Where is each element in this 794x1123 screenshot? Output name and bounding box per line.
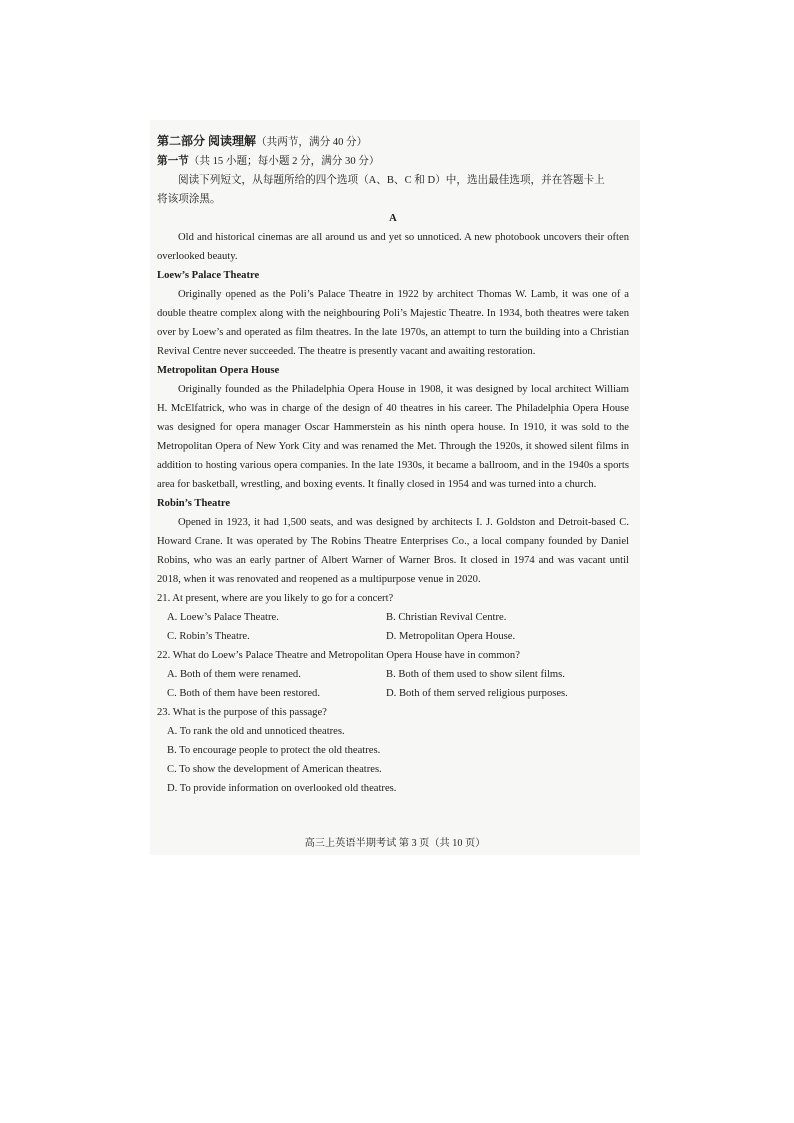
passage-letter: A	[389, 213, 397, 224]
question-23-option-c[interactable]: C. To show the development of American theatres.	[167, 764, 382, 775]
section-title-note: （共两节，满分 40 分）	[256, 137, 368, 148]
subsection-title: 第一节	[157, 156, 189, 167]
question-22-option-c[interactable]: C. Both of them have been restored.	[167, 688, 320, 699]
theatre-name-metropolitan: Metropolitan Opera House	[157, 365, 280, 376]
question-21-options-row-2	[157, 627, 629, 646]
theatre-text-robins: Opened in 1923, it had 1,500 seats, and was designed by architects I. J. Goldston and Detroit-based C. Howard Crane. It was operated by The Robins Theatre Enterprises Co., a local company founded by Daniel Robins, who was an early partner of Albert Warner of Warner Bros. It closed in 1974 and was vacant until 2018, when it was renovated and reopened as a multipurpose venue in 2020.	[157, 517, 629, 585]
question-21-option-a[interactable]: A. Loew’s Palace Theatre.	[167, 612, 279, 623]
theatre-name-robins: Robin’s Theatre	[157, 498, 231, 509]
question-22	[157, 646, 629, 703]
question-23-stem: 23. What is the purpose of this passage?	[157, 707, 327, 718]
question-21	[157, 589, 629, 646]
section-heading	[157, 132, 629, 152]
instructions-line-2: 将该项涂黑。	[157, 194, 221, 205]
question-23-option-a[interactable]: A. To rank the old and unnoticed theatres.	[167, 726, 345, 737]
question-22-option-b[interactable]: B. Both of them used to show silent films.	[386, 669, 565, 680]
instructions-line-1: 阅读下列短文，从每题所给的四个选项（A、B、C 和 D）中，选出最佳选项，并在答题卡上	[178, 175, 605, 186]
question-22-stem: 22. What do Loew’s Palace Theatre and Metropolitan Opera House have in common?	[157, 650, 520, 661]
theatre-text-loews: Originally opened as the Poli’s Palace Theatre in 1922 by architect Thomas W. Lamb, it was one of a double theatre complex along with the neighbouring Poli’s Majestic Theatre. In 1934, both theatres were taken over by Loew’s and operated as film theatres. In the late 1970s, an attempt to turn the building into a Christian Revival Centre never succeeded. The theatre is presently vacant and awaiting restoration.	[157, 289, 629, 357]
question-23-option-b[interactable]: B. To encourage people to protect the old theatres.	[167, 745, 381, 756]
question-22-options-row-1	[157, 665, 629, 684]
question-23-option-d[interactable]: D. To provide information on overlooked old theatres.	[167, 783, 397, 794]
question-22-options-row-2	[157, 684, 629, 703]
theatre-text-metropolitan: Originally founded as the Philadelphia Opera House in 1908, it was designed by local architect William H. McElfatrick, who was in charge of the design of 40 theatres in his career. The Philadelphia Opera House was designed for opera manager Oscar Hammerstein as his ninth opera house. In 1910, it was sold to the Metropolitan Opera of New York City and was renamed the Met. Through the 1920s, it showed silent films in addition to hosting various opera companies. In the late 1930s, it became a ballroom, and in the 1940s a sports area for basketball, wrestling, and boxing events. It finally closed in 1954 and was turned into a church.	[157, 384, 629, 490]
question-23	[157, 703, 629, 798]
question-22-option-a[interactable]: A. Both of them were renamed.	[167, 669, 301, 680]
subsection-heading	[157, 152, 629, 171]
question-21-option-d[interactable]: D. Metropolitan Opera House.	[386, 631, 516, 642]
exam-page	[157, 132, 629, 798]
page-footer: 高三上英语半期考试 第 3 页（共 10 页）	[304, 838, 486, 849]
question-21-options-row-1	[157, 608, 629, 627]
question-21-option-b[interactable]: B. Christian Revival Centre.	[386, 612, 507, 623]
passage-intro: Old and historical cinemas are all around us and yet so unnoticed. A new photobook uncovers their often overlooked beauty.	[157, 232, 629, 262]
section-title: 第二部分 阅读理解	[157, 134, 257, 148]
question-21-stem: 21. At present, where are you likely to go for a concert?	[157, 593, 394, 604]
subsection-note: （共 15 小题；每小题 2 分，满分 30 分）	[188, 156, 380, 167]
question-21-option-c[interactable]: C. Robin’s Theatre.	[167, 631, 250, 642]
theatre-name-loews: Loew’s Palace Theatre	[157, 270, 260, 281]
question-22-option-d[interactable]: D. Both of them served religious purposes.	[386, 688, 568, 699]
